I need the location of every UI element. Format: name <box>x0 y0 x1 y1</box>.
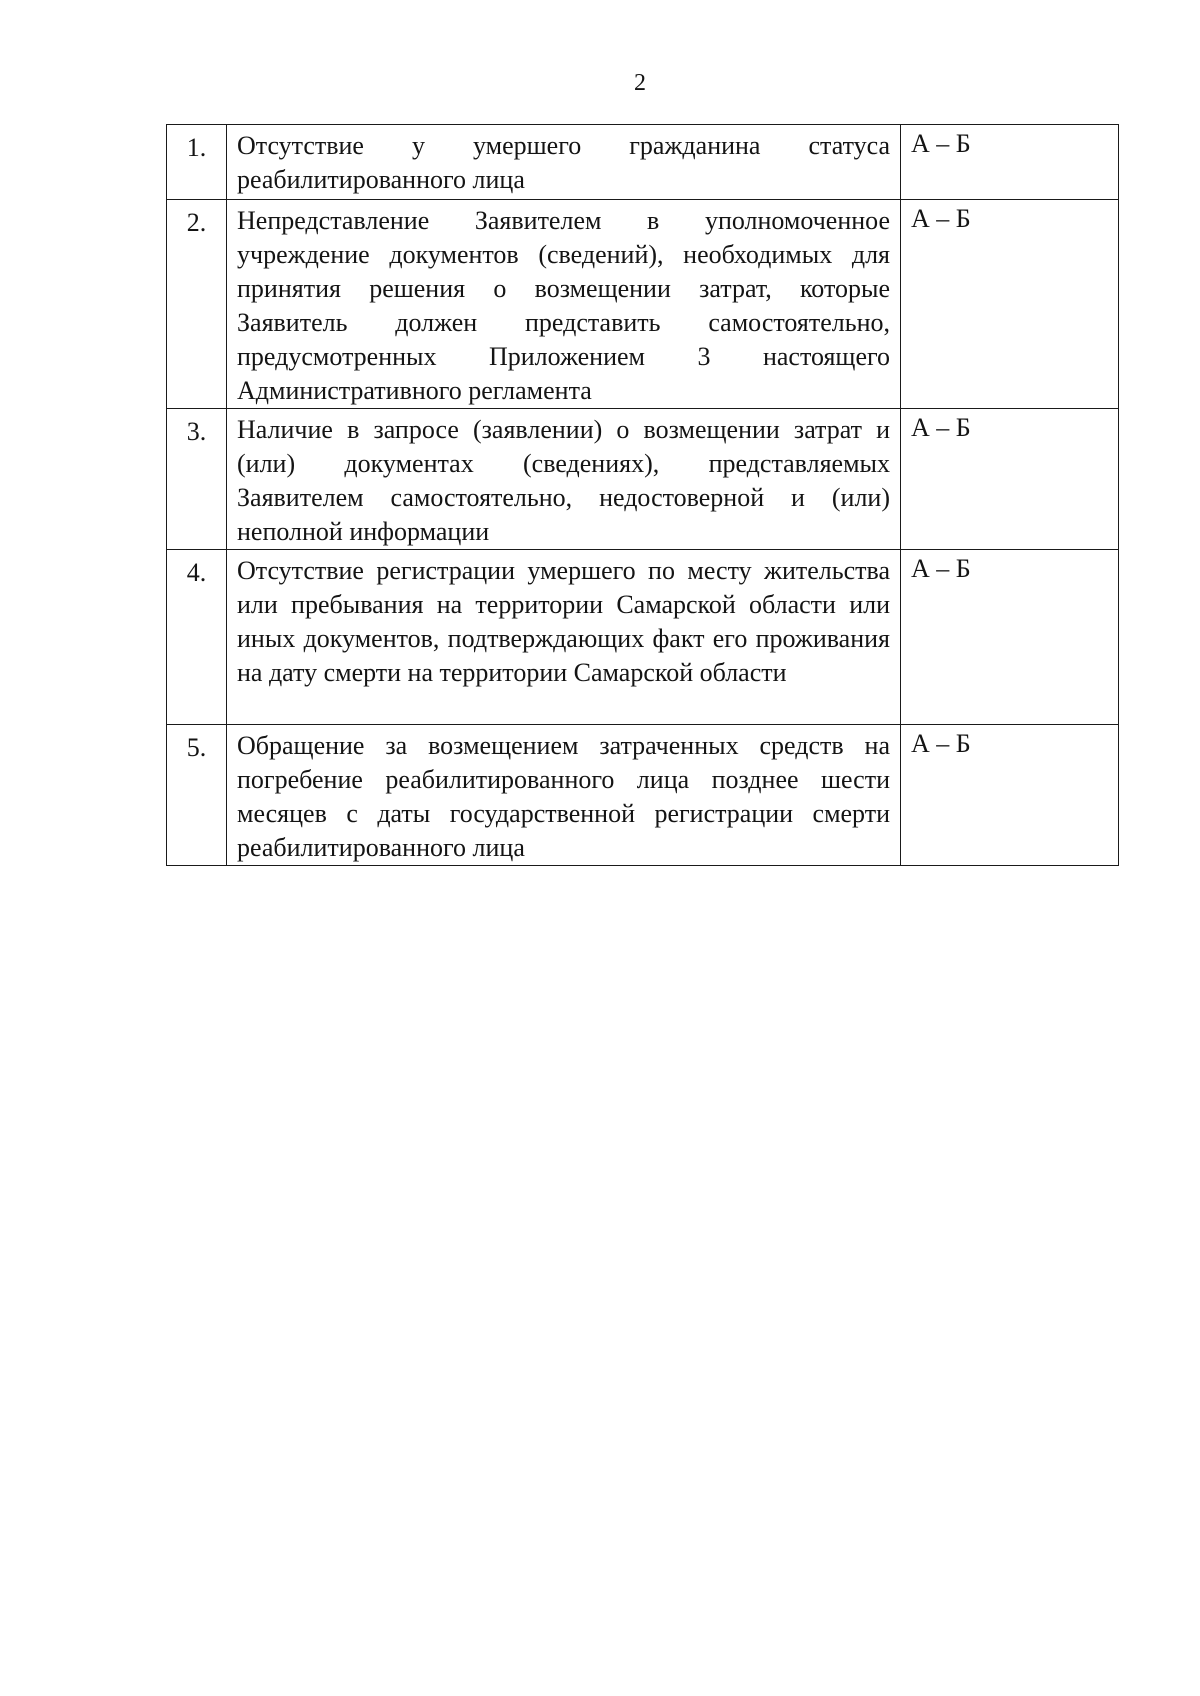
row-number: 4. <box>167 550 227 725</box>
page-number: 2 <box>634 70 646 96</box>
table-row <box>167 725 1119 866</box>
table-row <box>167 125 1119 200</box>
row-number: 2. <box>167 200 227 409</box>
row-code: А – Б <box>901 409 1119 550</box>
table-row <box>167 409 1119 550</box>
table-row <box>167 200 1119 409</box>
row-text: Обращение за возмещением затраченных средств на погребение реабилитированного лица позднее шести месяцев с даты государственной регистрации смерти реабилитированного лица <box>227 725 901 866</box>
row-code: А – Б <box>901 125 1119 200</box>
row-code: А – Б <box>901 550 1119 725</box>
row-text: Отсутствие у умершего гражданина статуса реабилитированного лица <box>227 125 901 200</box>
grounds-table <box>166 124 1119 866</box>
row-text: Непредставление Заявителем в уполномоченное учреждение документов (сведений), необходимых для принятия решения о возмещении затрат, которые Заявитель должен представить самостоятельно, предусмотренных Приложением 3 настоящего Административного регламента <box>227 200 901 409</box>
table-row <box>167 550 1119 725</box>
row-text: Наличие в запросе (заявлении) о возмещении затрат и (или) документах (сведениях), представляемых Заявителем самостоятельно, недостоверной и (или) неполной информации <box>227 409 901 550</box>
row-code: А – Б <box>901 200 1119 409</box>
row-number: 5. <box>167 725 227 866</box>
row-number: 1. <box>167 125 227 200</box>
row-code: А – Б <box>901 725 1119 866</box>
row-text: Отсутствие регистрации умершего по месту жительства или пребывания на территории Самарской области или иных документов, подтверждающих факт его проживания на дату смерти на территории Самарской области <box>227 550 901 725</box>
row-number: 3. <box>167 409 227 550</box>
